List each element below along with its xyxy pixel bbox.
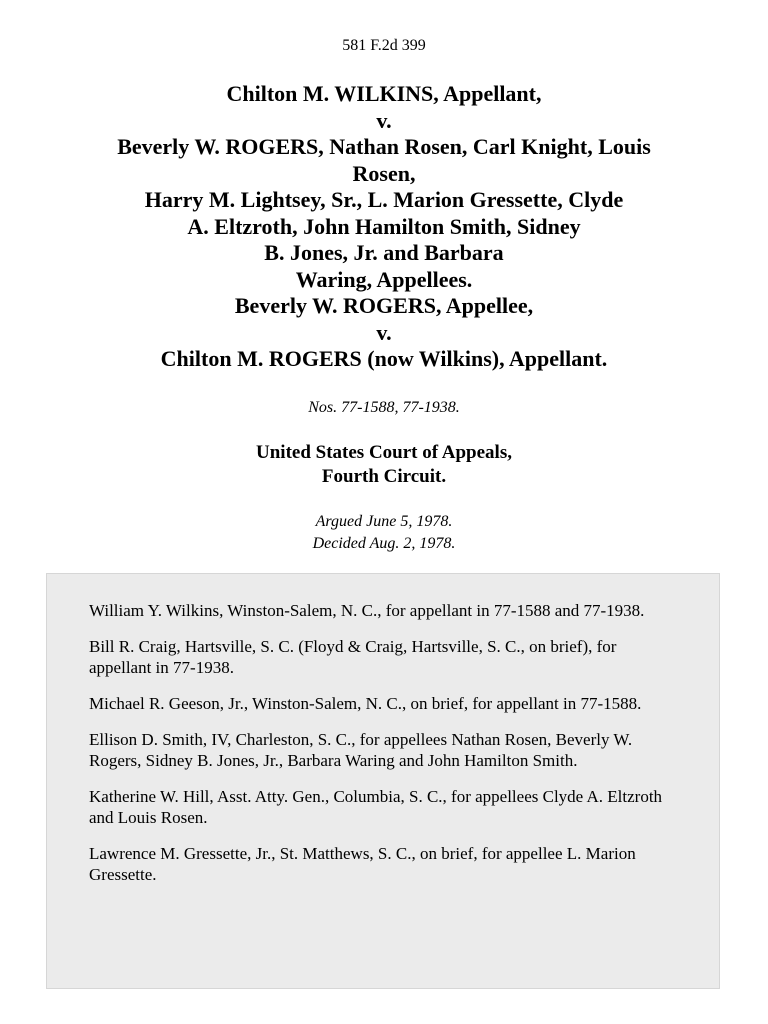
case-dates xyxy=(0,511,768,555)
decided-date: Decided Aug. 2, 1978. xyxy=(312,535,456,552)
caption-line: A. Eltzroth, John Hamilton Smith, Sidney xyxy=(187,213,581,239)
court-title: United States Court of Appeals, xyxy=(256,442,512,463)
caption-line: Beverly W. ROGERS, Nathan Rosen, Carl Knight, Louis xyxy=(117,134,651,159)
caption-line: v. xyxy=(376,319,392,345)
caption-line: Waring, Appellees. xyxy=(295,266,473,292)
counsel-list xyxy=(46,573,720,989)
docket-numbers: Nos. 77-1588, 77-1938. xyxy=(308,399,460,416)
caption-line: v. xyxy=(376,107,392,133)
counsel-entry: Michael R. Geeson, Jr., Winston-Salem, N. C., on brief, for appellant in 77-1588. xyxy=(89,694,642,713)
caption-line: Rosen, xyxy=(352,160,416,186)
case-citation: 581 F.2d 399 xyxy=(342,37,426,54)
counsel-entry: Bill R. Craig, Hartsville, S. C. (Floyd & Craig, Hartsville, S. C., on brief), for appellant in 77-1938. xyxy=(89,637,617,677)
counsel-entry: Katherine W. Hill, Asst. Atty. Gen., Columbia, S. C., for appellees Clyde A. Eltzroth and Louis Rosen. xyxy=(89,787,663,827)
court-circuit: Fourth Circuit. xyxy=(321,466,447,487)
caption-line: Chilton M. ROGERS (now Wilkins), Appellant. xyxy=(160,346,608,371)
caption-line: Chilton M. WILKINS, Appellant, xyxy=(226,81,542,106)
caption-line: Beverly W. ROGERS, Appellee, xyxy=(234,293,534,318)
argued-date: Argued June 5, 1978. xyxy=(315,513,453,530)
caption-line: Harry M. Lightsey, Sr., L. Marion Gressette, Clyde xyxy=(144,187,624,212)
caption-line: B. Jones, Jr. and Barbara xyxy=(264,240,504,265)
case-caption xyxy=(60,81,708,373)
counsel-entry: Lawrence M. Gressette, Jr., St. Matthews, S. C., on brief, for appellee L. Marion Gressette. xyxy=(89,844,636,884)
court-name xyxy=(0,441,768,489)
counsel-entry: Ellison D. Smith, IV, Charleston, S. C., for appellees Nathan Rosen, Beverly W. Rogers, Sidney B. Jones, Jr., Barbara Waring and John Hamilton Smith. xyxy=(89,730,633,770)
counsel-entry: William Y. Wilkins, Winston-Salem, N. C., for appellant in 77-1588 and 77-1938. xyxy=(89,601,645,620)
